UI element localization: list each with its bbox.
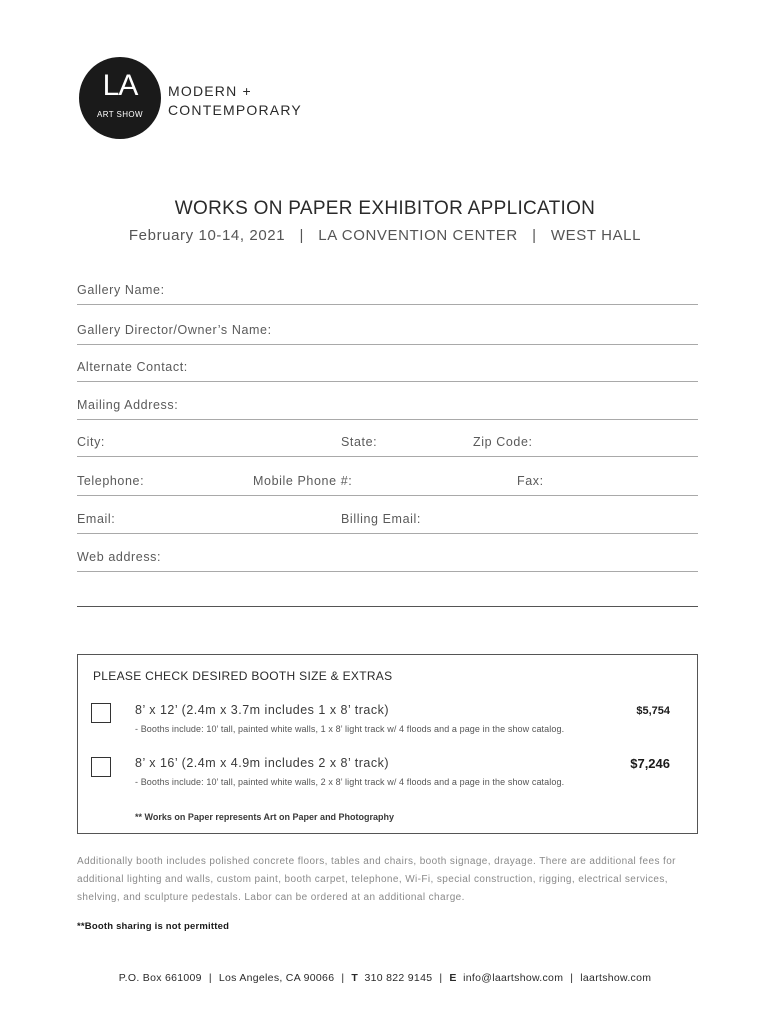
booth-option-2-price: $7,246 — [630, 756, 670, 771]
logo-wordmark — [168, 82, 302, 120]
logo-art-show-text: ART SHOW — [96, 110, 144, 119]
billing-email-label: Billing Email: — [341, 512, 421, 526]
booth-option-1-detail: - Booths include: 10’ tall, painted white walls, 1 x 8’ light track w/ 4 floods and a page in the show catalog. — [135, 724, 565, 734]
booth-option-1-price: $5,754 — [636, 705, 670, 717]
booth-option-1-checkbox[interactable] — [91, 703, 111, 723]
footer-t-label: T — [351, 972, 359, 984]
email-label: Email: — [77, 512, 116, 526]
director-name-label: Gallery Director/Owner’s Name: — [77, 323, 272, 337]
footer-po-box: P.O. Box 661009 — [118, 972, 202, 984]
logo-line-1: MODERN + — [168, 83, 252, 99]
zip-code-label: Zip Code: — [473, 435, 533, 449]
booth-option-2-label: 8’ x 16’ (2.4m x 4.9m includes 2 x 8’ track) — [135, 756, 390, 770]
booth-options-heading: PLEASE CHECK DESIRED BOOTH SIZE & EXTRAS — [93, 669, 393, 683]
web-address-label: Web address: — [77, 550, 162, 564]
director-name-field[interactable] — [77, 319, 698, 345]
gallery-name-label: Gallery Name: — [77, 283, 165, 297]
state-label: State: — [341, 435, 378, 449]
footer-email-link[interactable]: info@laartshow.com — [463, 972, 564, 984]
logo-mark — [79, 57, 161, 139]
footer-e-label: E — [449, 972, 457, 984]
booth-option-1-label: 8’ x 12’ (2.4m x 3.7m includes 1 x 8’ track) — [135, 703, 390, 717]
mobile-phone-label: Mobile Phone #: — [253, 474, 353, 488]
footer-website-link[interactable]: laartshow.com — [580, 972, 652, 984]
additional-info-paragraph: Additionally booth includes polished concrete floors, tables and chairs, booth signage, drayage. There are additional fees for additional lighting and walls, custom paint, booth carpet, telephone, Wi-Fi, special construction, rigging, electrical services, shelving, and sculpture pedestals. Labor can be ordered at an additional charge. — [77, 856, 676, 903]
footer-city: Los Angeles, CA 90066 — [218, 972, 335, 984]
booth-option-2-detail: - Booths include: 10’ tall, painted white walls, 2 x 8’ light track w/ 4 floods and a page in the show catalog. — [135, 777, 565, 787]
booth-sharing-note: **Booth sharing is not permitted — [77, 921, 230, 932]
event-details: February 10-14, 2021 | LA CONVENTION CENTER | WEST HALL — [128, 227, 642, 244]
alternate-contact-field[interactable] — [77, 356, 698, 382]
works-on-paper-note: ** Works on Paper represents Art on Paper and Photography — [135, 812, 395, 822]
fax-label: Fax: — [517, 474, 544, 488]
mailing-address-field[interactable] — [77, 394, 698, 420]
email-row[interactable] — [77, 508, 698, 534]
city-label: City: — [77, 435, 105, 449]
logo-line-2: CONTEMPORARY — [168, 102, 302, 118]
phone-row[interactable] — [77, 470, 698, 496]
extra-blank-line[interactable] — [77, 606, 698, 607]
footer-phone: 310 822 9145 — [364, 972, 433, 984]
mailing-address-label: Mailing Address: — [77, 398, 179, 412]
footer-contact: P.O. Box 661009 | Los Angeles, CA 90066 | T 310 822 9145 | E info@laartshow.com | laartshow.com — [118, 972, 652, 984]
city-state-zip-row[interactable] — [77, 431, 698, 457]
web-address-field[interactable] — [77, 546, 698, 572]
booth-options-box — [77, 654, 698, 834]
page-title: WORKS ON PAPER EXHIBITOR APPLICATION — [174, 198, 596, 219]
logo-la-text: LA — [102, 69, 138, 102]
telephone-label: Telephone: — [77, 474, 145, 488]
gallery-name-field[interactable] — [77, 279, 698, 305]
booth-option-2-checkbox[interactable] — [91, 757, 111, 777]
alternate-contact-label: Alternate Contact: — [77, 360, 188, 374]
